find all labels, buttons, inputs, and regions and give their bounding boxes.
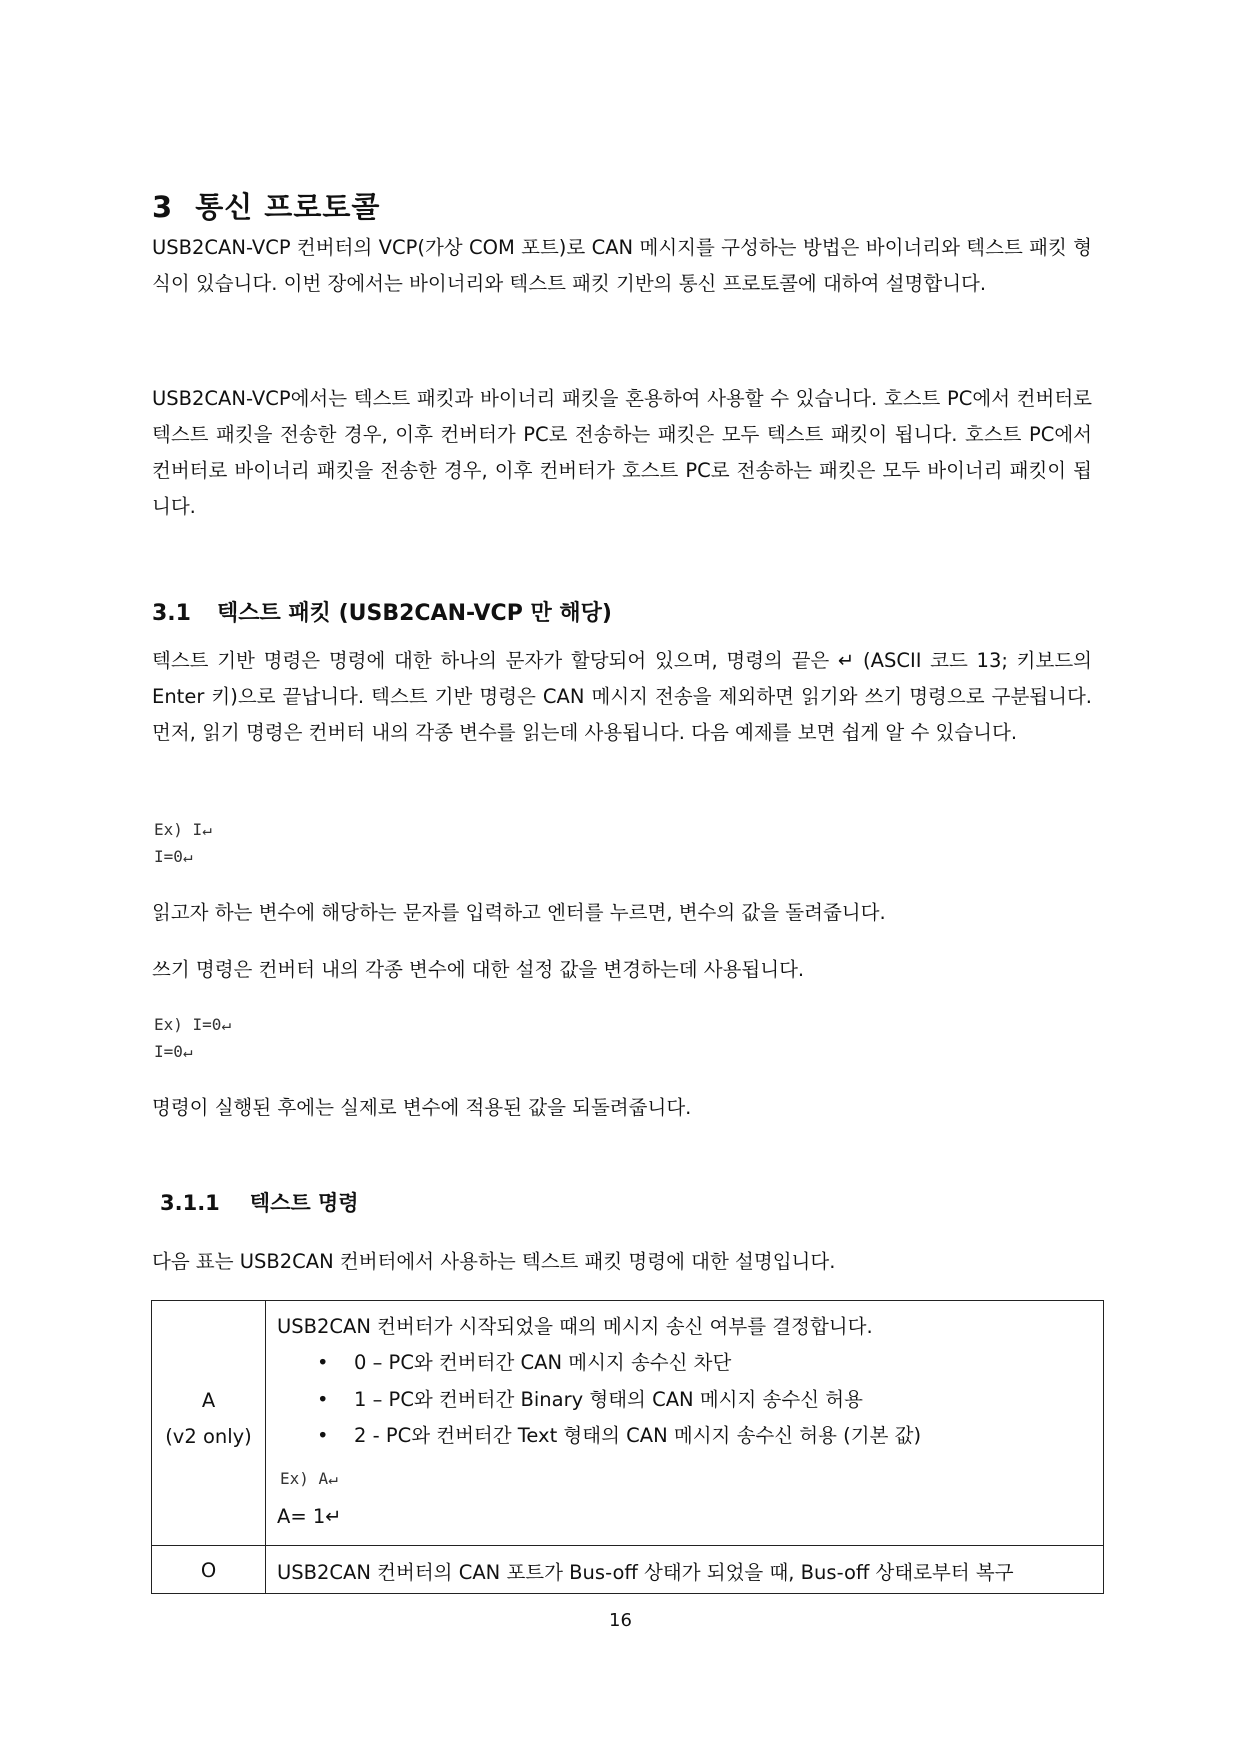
write-description: 쓰기 명령은 컨버터 내의 각종 변수에 대한 설정 값을 변경하는데 사용됩니다. <box>152 958 805 981</box>
row-a-description: USB2CAN 컨버터가 시작되었을 때의 메시지 송신 여부를 결정합니다. <box>277 1315 873 1338</box>
section-paragraph-1: USB2CAN-VCP 컨버터의 VCP(가상 COM 포트)로 CAN 메시지를 구성하는 방법은 바이너리와 텍스트 패킷 형식이 있습니다. 이번 장에서는 바이너리와 텍스트 패킷 기반의 통신 프로토콜에 대하여 설명합니다. <box>152 236 1092 295</box>
command-table <box>151 1300 1104 1594</box>
section-number: 3 <box>152 190 174 224</box>
subsection-heading <box>152 596 612 627</box>
write-example-response: I=0↵ <box>154 1042 193 1061</box>
row-a-key-note: (v2 only) <box>165 1425 252 1448</box>
subsection-number: 3.1 <box>152 601 191 626</box>
subsection-title: 텍스트 패킷 (USB2CAN-VCP 만 해당) <box>216 601 612 626</box>
subsubsection-title: 텍스트 명령 <box>249 1191 359 1215</box>
subsubsection-heading <box>160 1187 359 1217</box>
row-a-bullet-item: • 0 – PC와 컨버터간 CAN 메시지 송수신 차단 <box>317 1345 921 1382</box>
row-a-example-response: A= 1↵ <box>277 1505 342 1528</box>
page-number: 16 <box>609 1610 632 1631</box>
subsubsection-number: 3.1.1 <box>160 1191 220 1215</box>
row-o-key: O <box>200 1559 217 1582</box>
section-heading <box>152 185 380 226</box>
read-example-response: I=0↵ <box>154 847 193 866</box>
read-description: 읽고자 하는 변수에 해당하는 문자를 입력하고 엔터를 누르면, 변수의 값을 돌려줍니다. <box>152 901 886 924</box>
read-example-command: Ex) I↵ <box>154 820 212 839</box>
row-a-example-command: Ex) A↵ <box>280 1469 338 1488</box>
section-title: 통신 프로토콜 <box>195 190 381 224</box>
section-paragraph-2: USB2CAN-VCP에서는 텍스트 패킷과 바이너리 패킷을 혼용하여 사용할 수 있습니다. 호스트 PC에서 컨버터로 텍스트 패킷을 전송한 경우, 이후 컨버터가 PC로 전송하는 패킷은 모두 텍스트 패킷이 됩니다. 호스트 PC에서 컨버터로 바이너리 패킷을 전송한 경우, 이후 컨버터가 호스트 PC로 전송하는 패킷은 모두 바이너리 패킷이 됩니다. <box>152 387 1092 518</box>
row-o-description: USB2CAN 컨버터의 CAN 포트가 Bus-off 상태가 되었을 때, Bus-off 상태로부터 복구 <box>277 1561 1014 1584</box>
table-column-divider <box>265 1301 266 1593</box>
table-row-divider <box>152 1545 1103 1546</box>
row-a-bullet-list <box>317 1345 921 1455</box>
row-a-bullet-item: • 2 - PC와 컨버터간 Text 형태의 CAN 메시지 송수신 허용 (기본 값) <box>317 1418 921 1455</box>
write-example-command: Ex) I=0↵ <box>154 1015 232 1034</box>
row-a-key: A <box>201 1389 216 1412</box>
table-intro: 다음 표는 USB2CAN 컨버터에서 사용하는 텍스트 패킷 명령에 대한 설명입니다. <box>152 1250 836 1273</box>
subsection-intro: 텍스트 기반 명령은 명령에 대한 하나의 문자가 할당되어 있으며, 명령의 끝은 ↵ (ASCII 코드 13; 키보드의 Enter 키)으로 끝납니다. 텍스트 기반 명령은 CAN 메시지 전송을 제외하면 읽기와 쓰기 명령으로 구분됩니다. 먼저, 읽기 명령은 컨버터 내의 각종 변수를 읽는데 사용됩니다. 다음 예제를 보면 쉽게 알 수 있습니다. <box>152 649 1092 744</box>
row-a-bullet-item: • 1 – PC와 컨버터간 Binary 형태의 CAN 메시지 송수신 허용 <box>317 1382 921 1419</box>
write-result-description: 명령이 실행된 후에는 실제로 변수에 적용된 값을 되돌려줍니다. <box>152 1096 692 1119</box>
